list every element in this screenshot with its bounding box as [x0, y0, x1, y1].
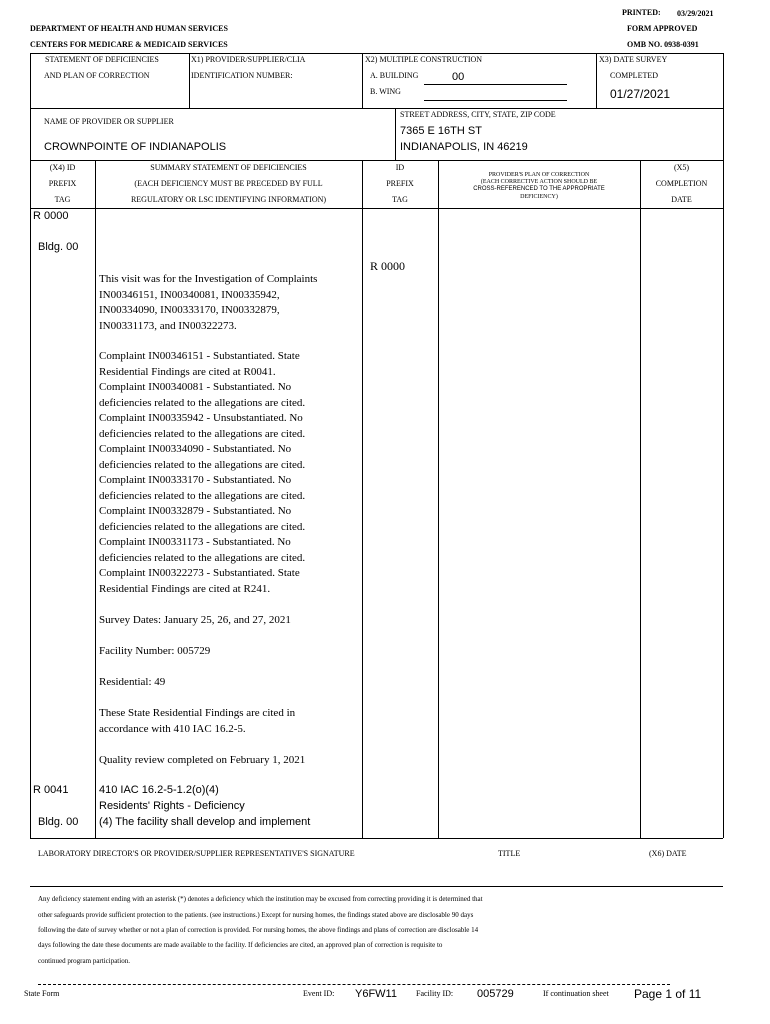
body-line: Complaint IN00331173 - Substantiated. No	[99, 536, 291, 548]
summary-header-1: SUMMARY STATEMENT OF DEFICIENCIES	[150, 163, 307, 172]
body-line: deficiencies related to the allegations are cited.	[99, 552, 306, 564]
x3-label-2: COMPLETED	[610, 71, 658, 80]
state-form-label: State Form	[24, 989, 60, 998]
x4-header-2: PREFIX	[48, 179, 77, 188]
plan-header-3: CROSS-REFERENCED TO THE APPROPRIATE	[473, 186, 605, 192]
rule-col-id	[438, 160, 439, 838]
body-line: Complaint IN00334090 - Substantiated. No	[99, 443, 292, 455]
x4-header-1: (X4) ID	[49, 163, 76, 172]
statement-label-1: STATEMENT OF DEFICIENCIES	[45, 55, 159, 64]
body-line: deficiencies related to the allegations are cited.	[99, 397, 306, 409]
rule-right-edge	[723, 53, 724, 838]
provider-name: CROWNPOINTE OF INDIANAPOLIS	[44, 141, 227, 153]
x6-date-label: (X6) DATE	[649, 849, 687, 858]
body-line: Complaint IN00346151 - Substantiated. State	[99, 350, 300, 362]
facility-id-label: Facility ID:	[416, 989, 454, 998]
r0041-line: 410 IAC 16.2-5-1.2(o)(4)	[99, 784, 219, 796]
x5-header-1: (X5)	[673, 163, 690, 172]
id-header-2: PREFIX	[386, 179, 414, 188]
body-line: accordance with 410 IAC 16.2-5.	[99, 723, 246, 735]
date-completed: 01/27/2021	[610, 87, 671, 101]
body-line: Complaint IN00332879 - Substantiated. No	[99, 505, 292, 517]
body-line: Complaint IN00322273 - Substantiated. State	[99, 567, 300, 579]
id-header-3: TAG	[392, 195, 408, 204]
body-line: Complaint IN00340081 - Substantiated. No	[99, 381, 292, 393]
body-line: Quality review completed on February 1, 2021	[99, 754, 306, 766]
disclaimer-line: days following the date these documents are made available to the facility. If deficiencies are cited, an approved plan of correction is requisite to	[38, 941, 443, 949]
event-id: Y6FW11	[355, 988, 397, 1000]
x1-label-2: IDENTIFICATION NUMBER:	[191, 71, 293, 80]
printed-date: 03/29/2021	[677, 9, 714, 18]
rule-columns-top	[30, 160, 723, 161]
plan-header-4: DEFICIENCY)	[520, 194, 558, 200]
summary-header-3: REGULATORY OR LSC IDENTIFYING INFORMATION)	[130, 195, 327, 204]
statement-label-2: AND PLAN OF CORRECTION	[44, 71, 150, 80]
body-line: Residential Findings are cited at R0041.	[99, 366, 276, 378]
disclaimer-line: following the date of survey whether or not a plan of correction is provided. For nursing homes, the above findings and plans of correction are disclosable 14	[38, 926, 479, 934]
tag-r0000: R 0000	[33, 210, 69, 222]
body-line: deficiencies related to the allegations are cited.	[99, 521, 306, 533]
r0041-line: Residents' Rights - Deficiency	[99, 800, 245, 812]
plan-header-1: PROVIDER'S PLAN OF CORRECTION	[488, 172, 590, 178]
body-line: IN00346151, IN00340081, IN00335942,	[99, 289, 280, 301]
body-line: Residential Findings are cited at R241.	[99, 583, 271, 595]
page-number: Page 1 of 11	[634, 987, 702, 1001]
body-line: IN00331173, and IN00322273.	[99, 320, 237, 332]
bldg-label-2: Bldg. 00	[38, 816, 79, 828]
rule-top	[30, 53, 723, 54]
centers-title: CENTERS FOR MEDICARE & MEDICAID SERVICES	[30, 40, 228, 49]
continuation-label: If continuation sheet	[543, 989, 609, 998]
id-header-1: ID	[395, 163, 405, 172]
plan-header-2: (EACH CORRECTIVE ACTION SHOULD BE	[480, 179, 598, 185]
x5-header-3: DATE	[671, 195, 692, 204]
director-signature-label: LABORATORY DIRECTOR'S OR PROVIDER/SUPPLIER REPRESENTATIVE'S SIGNATURE	[38, 849, 355, 858]
rule-top-divider-1	[189, 53, 190, 108]
rule-col-plan	[640, 160, 641, 838]
body-line: deficiencies related to the allegations are cited.	[99, 459, 306, 471]
building-label: A. BUILDING	[370, 71, 419, 80]
disclaimer-line: other safeguards provide sufficient protection to the patients. (see instructions.) Except for nursing homes, the findings stated above are disclosable 90 days	[38, 911, 474, 919]
rule-columns-bottom	[30, 208, 723, 209]
body-line: Complaint IN00333170 - Substantiated. No	[99, 474, 292, 486]
rule-provider-top	[30, 108, 723, 109]
body-line: Facility Number: 005729	[99, 645, 211, 657]
rule-top-divider-2	[362, 53, 363, 108]
x2-label: X2) MULTIPLE CONSTRUCTION	[365, 55, 483, 64]
city-state-zip: INDIANAPOLIS, IN 46219	[400, 141, 528, 153]
disclaimer-line: Any deficiency statement ending with an asterisk (*) denotes a deficiency which the institution may be excused from correcting providing it is determined that	[38, 895, 483, 903]
bldg-label-1: Bldg. 00	[38, 241, 79, 253]
body-line: deficiencies related to the allegations are cited.	[99, 490, 306, 502]
r0041-line: (4) The facility shall develop and implement	[99, 816, 311, 828]
printed-label: PRINTED:	[622, 8, 661, 17]
body-line: These State Residential Findings are cited in	[99, 707, 296, 719]
body-line: This visit was for the Investigation of Complaints	[99, 273, 318, 285]
body-line: IN00334090, IN00333170, IN00332879,	[99, 304, 280, 316]
x5-header-2: COMPLETION	[655, 179, 708, 188]
disclaimer-line: continued program participation.	[38, 957, 130, 965]
body-line: Residential: 49	[99, 676, 166, 688]
body-line: Complaint IN00335942 - Unsubstantiated. No	[99, 412, 303, 424]
title-label: TITLE	[498, 849, 521, 858]
provider-name-label: NAME OF PROVIDER OR SUPPLIER	[44, 117, 174, 126]
rule-top-divider-3	[596, 53, 597, 108]
building-underline	[424, 84, 567, 85]
x4-header-3: TAG	[54, 195, 71, 204]
wing-underline	[424, 100, 567, 101]
rule-body-bottom	[30, 838, 723, 839]
address-label: STREET ADDRESS, CITY, STATE, ZIP CODE	[400, 110, 556, 119]
wing-label: B. WING	[370, 87, 401, 96]
form-approved: FORM APPROVED	[627, 24, 698, 33]
summary-header-2: (EACH DEFICIENCY MUST BE PRECEDED BY FULL	[134, 179, 323, 188]
omb-number: OMB NO. 0938-0391	[627, 40, 699, 49]
tag-r0041: R 0041	[33, 784, 69, 796]
tag-r0000-right: R 0000	[370, 259, 406, 273]
street-address: 7365 E 16TH ST	[400, 125, 482, 137]
footer-rule	[38, 984, 670, 985]
event-id-label: Event ID:	[303, 989, 335, 998]
x3-label-1: X3) DATE SURVEY	[599, 55, 668, 64]
body-line: Survey Dates: January 25, 26, and 27, 2021	[99, 614, 291, 626]
body-line: deficiencies related to the allegations are cited.	[99, 428, 306, 440]
building-value: 00	[452, 71, 465, 83]
x1-label-1: X1) PROVIDER/SUPPLIER/CLIA	[191, 55, 306, 64]
facility-id: 005729	[477, 988, 514, 1000]
rule-provider-divider	[395, 108, 396, 160]
department-title: DEPARTMENT OF HEALTH AND HUMAN SERVICES	[30, 24, 228, 33]
rule-signature-bottom	[30, 886, 723, 887]
rule-col-summary	[362, 160, 363, 838]
rule-col-x4	[95, 160, 96, 838]
